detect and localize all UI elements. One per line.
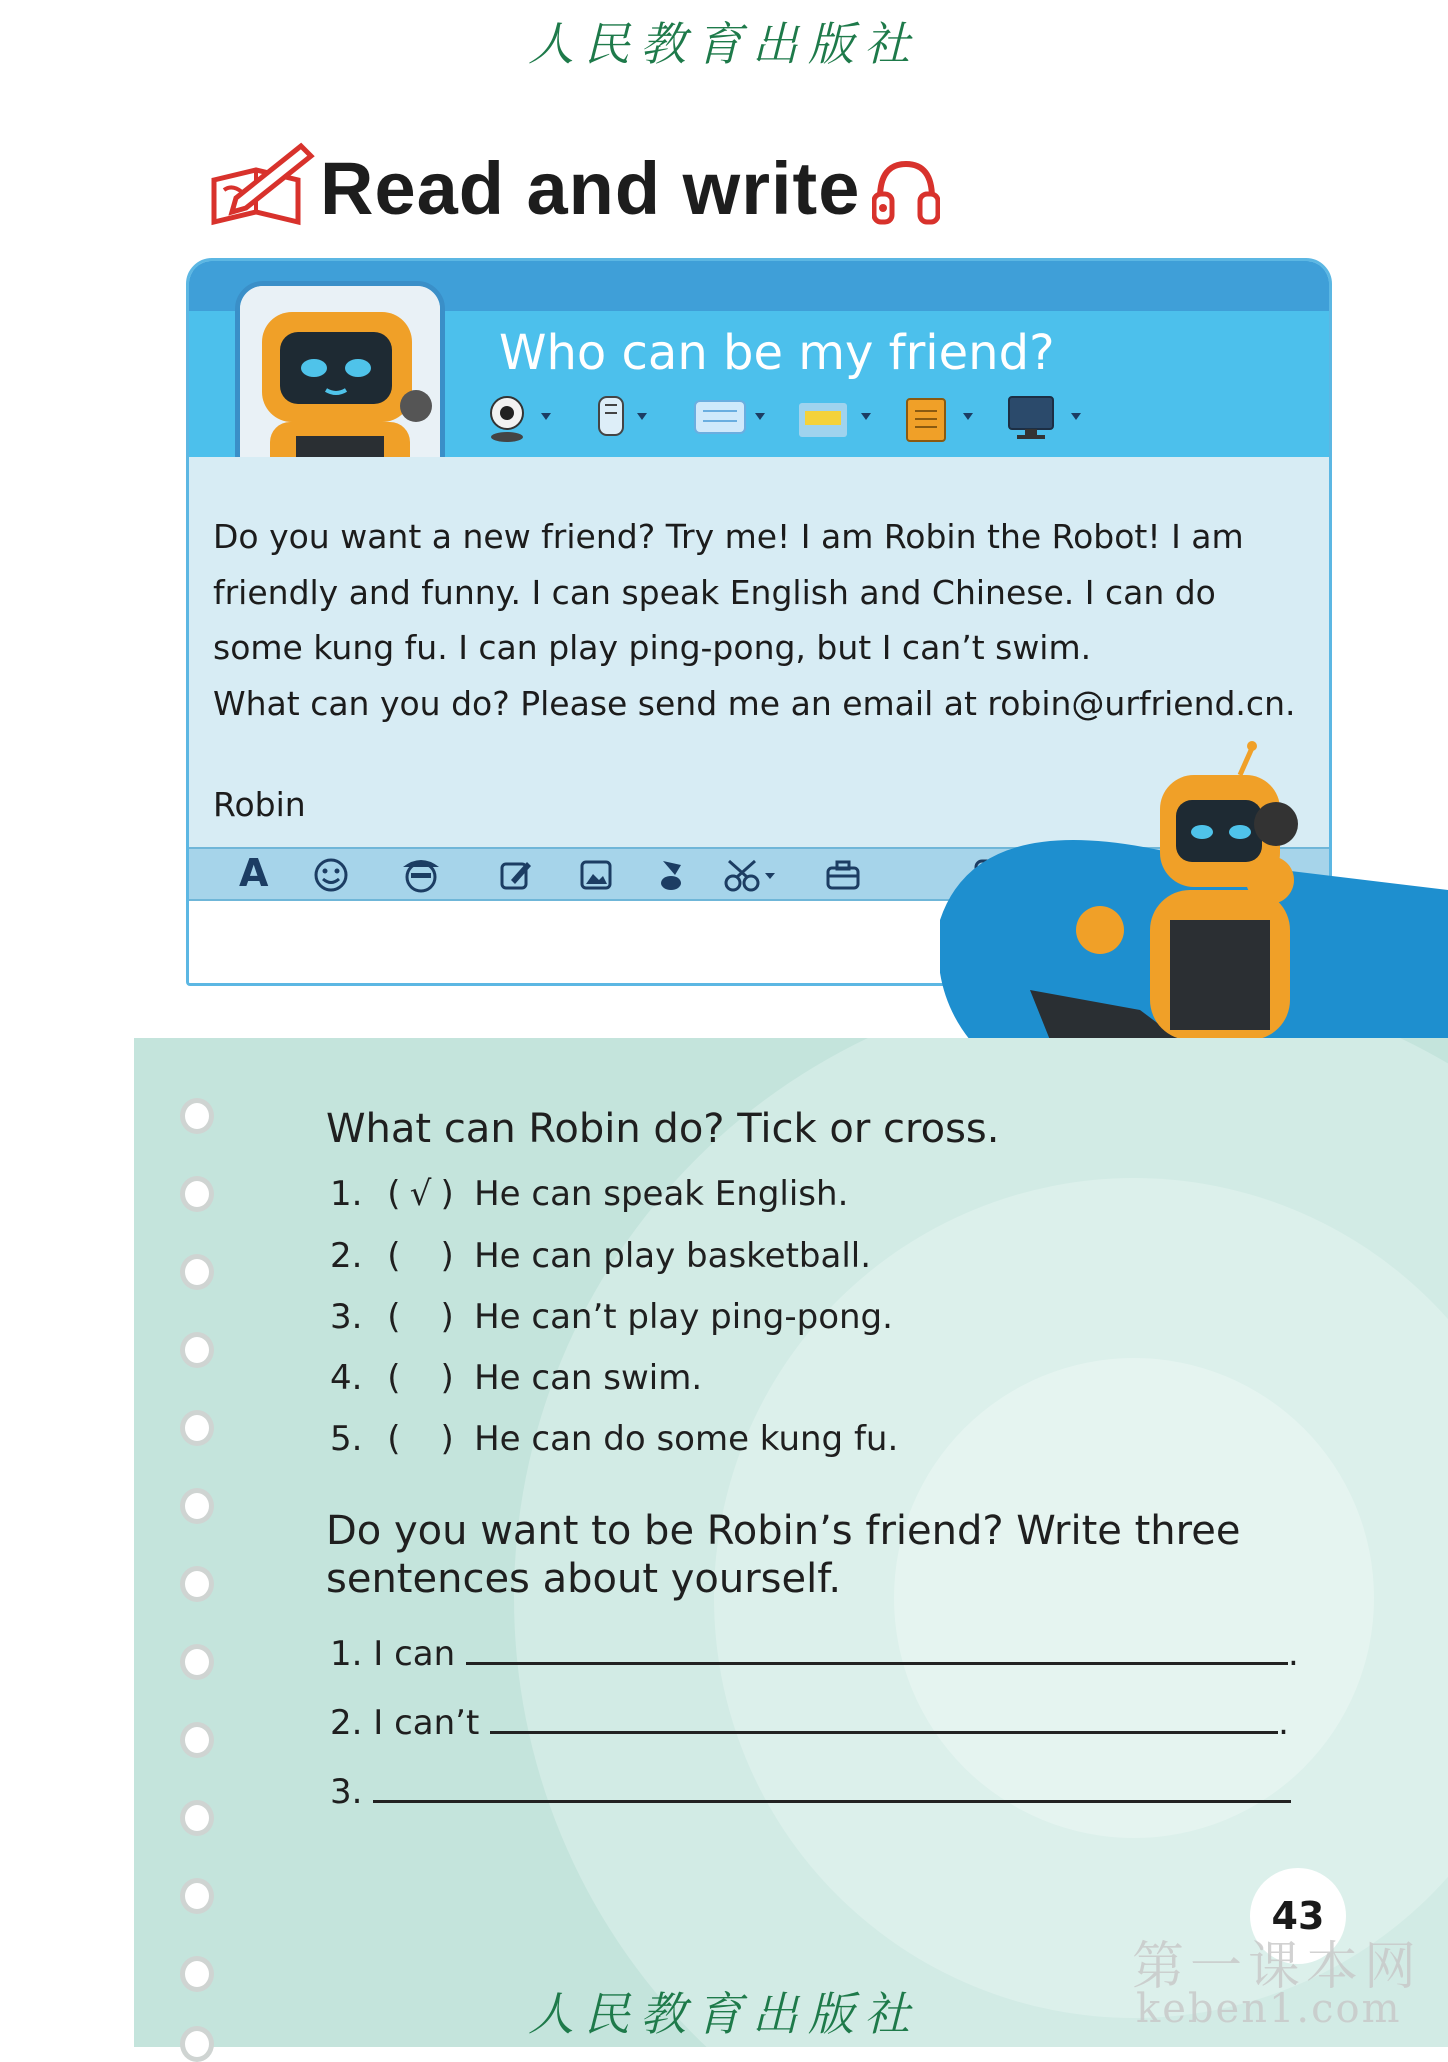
binder-ring [180, 1644, 214, 1680]
microphone-icon[interactable] [589, 393, 659, 443]
writing-end: . [1278, 1703, 1289, 1743]
edit-icon[interactable] [499, 858, 533, 896]
tick-box[interactable]: ( √ ) [387, 1174, 454, 1214]
page-number: 43 [1250, 1868, 1346, 1964]
binder-ring [180, 1800, 214, 1836]
binder-ring [180, 1878, 214, 1914]
binder-ring [180, 1098, 214, 1134]
section-title: Read and write [320, 147, 861, 230]
tick-item [330, 1419, 898, 1459]
tick-item [330, 1236, 871, 1276]
message-line: Do you want a new friend? Try me! I am Robin the Robot! I am [213, 517, 1244, 556]
binder-ring [180, 1410, 214, 1446]
tick-box[interactable]: ( ) [387, 1358, 454, 1398]
writing-line [330, 1632, 1299, 1674]
image-icon[interactable] [579, 858, 613, 896]
chat-toolbar [485, 393, 1125, 443]
watermark-chinese: 第一课本网 [1132, 1937, 1423, 1997]
folder-icon[interactable] [797, 393, 877, 443]
read-write-icon [206, 140, 316, 230]
writing-blank[interactable] [466, 1632, 1288, 1665]
binder-ring [180, 1176, 214, 1212]
robot-avatar [235, 281, 445, 483]
writing-prefix: 2. I can’t [330, 1703, 480, 1743]
writing-end: . [1287, 1634, 1299, 1674]
message-line: friendly and funny. I can speak English and Chinese. I can do [213, 572, 1216, 612]
monitor-icon[interactable] [1005, 393, 1095, 443]
item-number: 5. [330, 1419, 363, 1459]
message-icon[interactable] [693, 393, 773, 443]
chat-window-title: Who can be my friend? [499, 325, 1055, 381]
item-number: 2. [330, 1236, 363, 1276]
message-text [213, 509, 1313, 731]
briefcase-icon[interactable] [825, 858, 861, 896]
font-icon[interactable]: A [239, 851, 269, 895]
item-text: He can do some kung fu. [474, 1419, 899, 1459]
emoji-icon[interactable] [313, 857, 349, 897]
writing-blank[interactable] [373, 1770, 1291, 1803]
robot-typing-illustration [940, 740, 1448, 1040]
item-number: 3. [330, 1297, 363, 1337]
tick-item [330, 1297, 893, 1337]
message-line: What can you do? Please send me an email at robin@urfriend.cn. [213, 683, 1296, 723]
binder-ring [180, 1332, 214, 1368]
binder-ring [180, 1488, 214, 1524]
tick-item [330, 1358, 702, 1398]
item-number: 1. [330, 1174, 363, 1214]
tick-box[interactable]: ( ) [387, 1236, 454, 1276]
tick-box[interactable]: ( ) [387, 1419, 454, 1459]
clipboard-icon[interactable] [901, 393, 981, 443]
tick-mark: √ [409, 1174, 432, 1214]
watermark-url: keben1.com [1136, 1986, 1402, 2032]
exercise1-instruction: What can Robin do? Tick or cross. [326, 1106, 1000, 1152]
item-text: He can swim. [474, 1358, 703, 1398]
binder-ring [180, 1956, 214, 1992]
binder-ring [180, 1722, 214, 1758]
item-text: He can speak English. [474, 1174, 849, 1214]
writing-blank[interactable] [490, 1701, 1278, 1734]
binder-ring [180, 2026, 214, 2062]
writing-prefix: 3. [330, 1772, 363, 1812]
scissors-icon[interactable] [723, 857, 783, 897]
writing-prefix: 1. I can [330, 1634, 456, 1674]
footer-publisher-logo: 人民教育出版社 [528, 1987, 920, 2041]
webcam-icon[interactable] [485, 393, 555, 443]
item-number: 4. [330, 1358, 363, 1398]
message-signature: Robin [213, 785, 306, 824]
message-line: some kung fu. I can play ping-pong, but I can’t swim. [213, 628, 1092, 667]
item-text: He can play basketball. [474, 1236, 872, 1276]
exercise2-instruction-line2: sentences about yourself. [326, 1556, 842, 1602]
item-text: He can’t play ping-pong. [474, 1297, 893, 1337]
writing-line [330, 1701, 1289, 1743]
tick-box[interactable]: ( ) [387, 1297, 454, 1337]
avatar-icon[interactable] [399, 853, 443, 899]
headphones-icon [872, 156, 940, 228]
writing-line [330, 1770, 1291, 1812]
binder-ring [180, 1566, 214, 1602]
binder-ring [180, 1254, 214, 1290]
header-publisher-logo: 人民教育出版社 [528, 17, 920, 71]
exercise2-instruction-line1: Do you want to be Robin’s friend? Write three [326, 1508, 1241, 1554]
music-icon[interactable] [655, 857, 689, 897]
tick-item [330, 1174, 848, 1214]
